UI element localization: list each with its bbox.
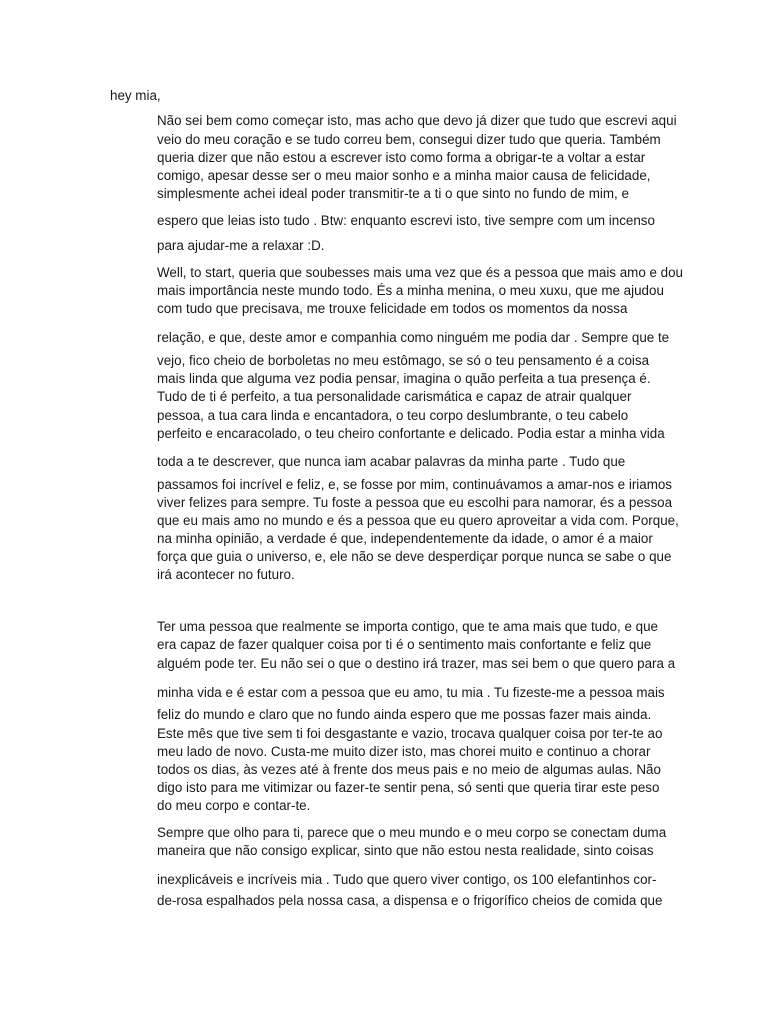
text-line: viver felizes para sempre. Tu foste a pessoa que eu escolhi para namorar, és a pessoa <box>157 495 673 510</box>
text-line: maneira que não consigo explicar, sinto que não estou nesta realidade, sinto coisas <box>157 843 654 858</box>
text-line: toda a te descrever, que nunca iam acabar palavras da minha parte . Tudo que <box>157 454 626 469</box>
text-line: comigo, apesar desse ser o meu maior sonho e a minha maior causa de felicidade, <box>157 168 651 183</box>
text-line: Sempre que olho para ti, parece que o meu mundo e o meu corpo se conectam duma <box>157 825 667 840</box>
text-line: simplesmente achei ideal poder transmitir-te a ti o que sinto no fundo de mim, e <box>157 186 629 201</box>
text-line: inexplicáveis e incríveis mia . Tudo que quero viver contigo, os 100 elefantinhos cor- <box>157 872 657 887</box>
text-line: digo isto para me vitimizar ou fazer-te sentir pena, só senti que queria tirar este peso <box>157 780 660 795</box>
text-line: para ajudar-me a relaxar :D. <box>157 238 325 253</box>
text-line: na minha opinião, a verdade é que, independentemente da idade, o amor é a maior <box>157 531 653 546</box>
text-line: pessoa, a tua cara linda e encantadora, o teu corpo deslumbrante, o teu cabelo <box>157 408 629 423</box>
text-line: do meu corpo e contar-te. <box>157 798 311 813</box>
text-line: força que guia o universo, e, ele não se deve desperdiçar porque nunca se sabe o que <box>157 549 672 564</box>
text-line: vejo, fico cheio de borboletas no meu estômago, se só o teu pensamento é a coisa <box>157 353 650 368</box>
text-line: mais importância neste mundo todo. És a minha menina, o meu xuxu, que me ajudou <box>157 283 664 298</box>
text-line: era capaz de fazer qualquer coisa por ti é o sentimento mais confortante e feliz que <box>157 637 652 652</box>
text-line: que eu mais amo no mundo e és a pessoa que eu quero aproveitar a vida com. Porque, <box>157 513 679 528</box>
greeting: hey mia, <box>110 88 161 103</box>
text-line: irá acontecer no futuro. <box>157 567 295 582</box>
text-line: de-rosa espalhados pela nossa casa, a dispensa e o frigorífico cheios de comida que <box>157 893 663 908</box>
text-line: espero que leias isto tudo . Btw: enquanto escrevi isto, tive sempre com um incenso <box>157 213 655 228</box>
text-line: perfeito e encaracolado, o teu cheiro confortante e delicado. Podia estar a minha vida <box>157 426 665 441</box>
text-line: queria dizer que não estou a escrever isto como forma a obrigar-te a voltar a estar <box>157 150 646 165</box>
text-line: Não sei bem como começar isto, mas acho que devo já dizer que tudo que escrevi aqui <box>157 113 677 128</box>
text-line: veio do meu coração e se tudo correu bem, consegui dizer tudo que queria. Também <box>157 132 661 147</box>
text-line: meu lado de novo. Custa-me muito dizer isto, mas chorei muito e continuo a chorar <box>157 744 651 759</box>
text-line: todos os dias, às vezes até à frente dos meus pais e no meio de algumas aulas. Não <box>157 762 661 777</box>
text-line: passamos foi incrível e feliz, e, se fosse por mim, continuávamos a amar-nos e iriamos <box>157 477 672 492</box>
text-line: minha vida e é estar com a pessoa que eu amo, tu mia . Tu fizeste-me a pessoa mais <box>157 685 665 700</box>
text-line: Ter uma pessoa que realmente se importa contigo, que te ama mais que tudo, e que <box>157 619 658 634</box>
text-line: Tudo de ti é perfeito, a tua personalidade carismática e capaz de atrair qualquer <box>157 389 632 404</box>
text-line: mais linda que alguma vez podia pensar, imagina o quão perfeita a tua presença é. <box>157 371 651 386</box>
text-line: Este mês que tive sem ti foi desgastante e vazio, trocava qualquer coisa por ter-te ao <box>157 726 663 741</box>
text-line: alguém pode ter. Eu não sei o que o destino irá trazer, mas sei bem o que quero para a <box>157 656 676 671</box>
text-line: feliz do mundo e claro que no fundo ainda espero que me possas fazer mais ainda. <box>157 707 652 722</box>
text-line: Well, to start, queria que soubesses mais uma vez que és a pessoa que mais amo e dou <box>157 265 683 280</box>
text-line: relação, e que, deste amor e companhia como ninguém me podia dar . Sempre que te <box>157 330 670 345</box>
text-line: com tudo que precisava, me trouxe felicidade em todos os momentos da nossa <box>157 301 628 316</box>
